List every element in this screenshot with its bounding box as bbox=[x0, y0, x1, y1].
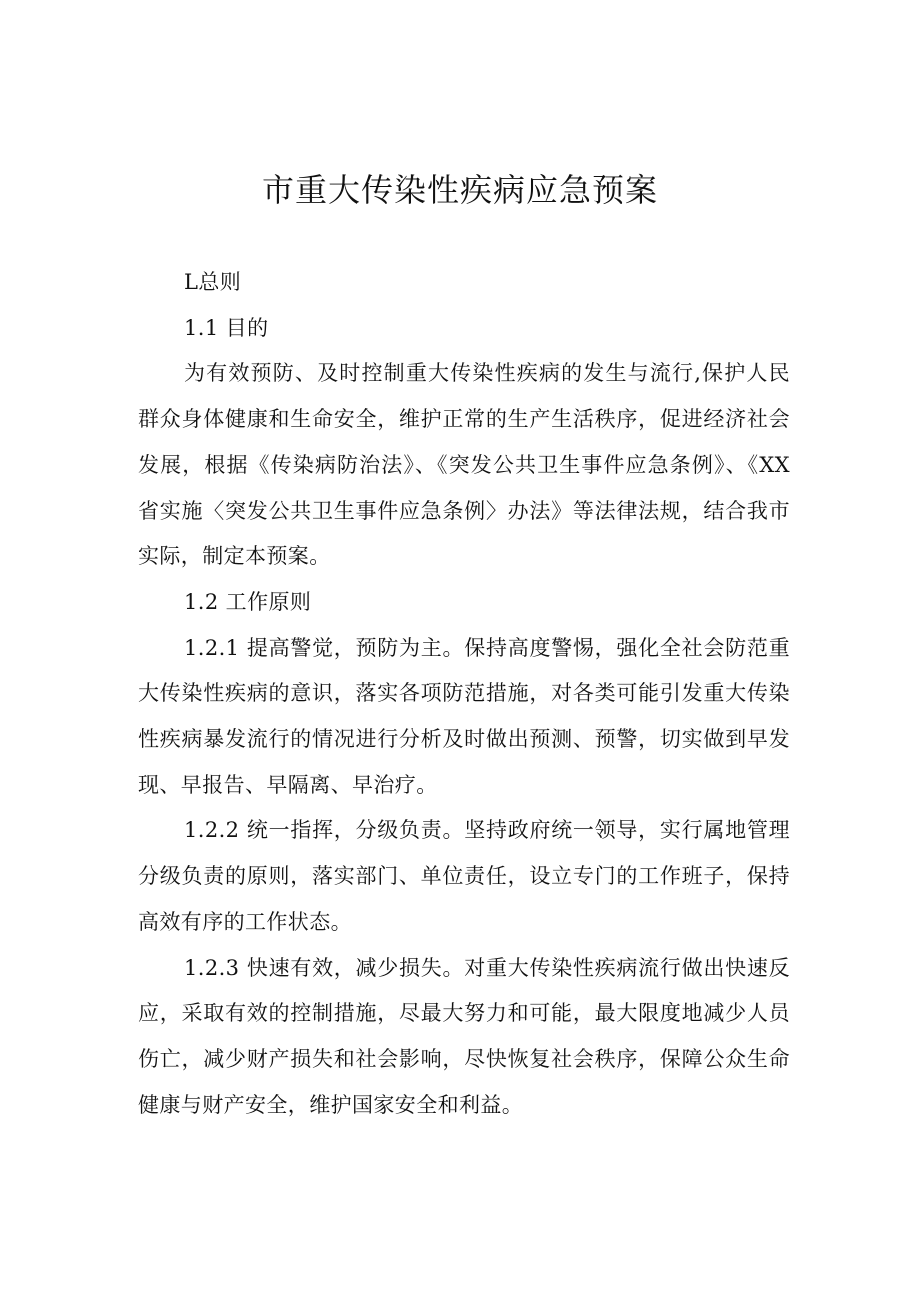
section-heading-purpose: 1.1 目的 bbox=[184, 315, 269, 340]
document-body bbox=[138, 260, 790, 1128]
paragraph-principle-3: 1.2.3 快速有效，减少损失。对重大传染性疾病流行做出快速反应，采取有效的控制措施，尽最大努力和可能，最大限度地减少人员伤亡，减少财产损失和社会影响，尽快恢复社会秩序，保障公众生命健康与财产安全，维护国家安全和利益。 bbox=[138, 955, 790, 1117]
paragraph-purpose: 为有效预防、及时控制重大传染性疾病的发生与流行,保护人民群众身体健康和生命安全，维护正常的生产生活秩序，促进经济社会发展，根据《传染病防治法》、《突发公共卫生事件应急条例》、《XX省实施〈突发公共卫生事件应急条例〉办法》等法律法规，结合我市实际，制定本预案。 bbox=[138, 361, 790, 569]
paragraph-principle-2: 1.2.2 统一指挥，分级负责。坚持政府统一领导，实行属地管理分级负责的原则，落实部门、单位责任，设立专门的工作班子，保持高效有序的工作状态。 bbox=[138, 818, 790, 934]
document-title: 市重大传染性疾病应急预案 bbox=[261, 171, 658, 209]
paragraph-principle-1: 1.2.1 提高警觉，预防为主。保持高度警惕，强化全社会防范重大传染性疾病的意识，落实各项防范措施，对各类可能引发重大传染性疾病暴发流行的情况进行分析及时做出预测、预警，切实做到早发现、早报告、早隔离、早治疗。 bbox=[138, 635, 790, 797]
section-heading-general: L总则 bbox=[184, 270, 242, 294]
section-heading-principles: 1.2 工作原则 bbox=[184, 589, 312, 614]
